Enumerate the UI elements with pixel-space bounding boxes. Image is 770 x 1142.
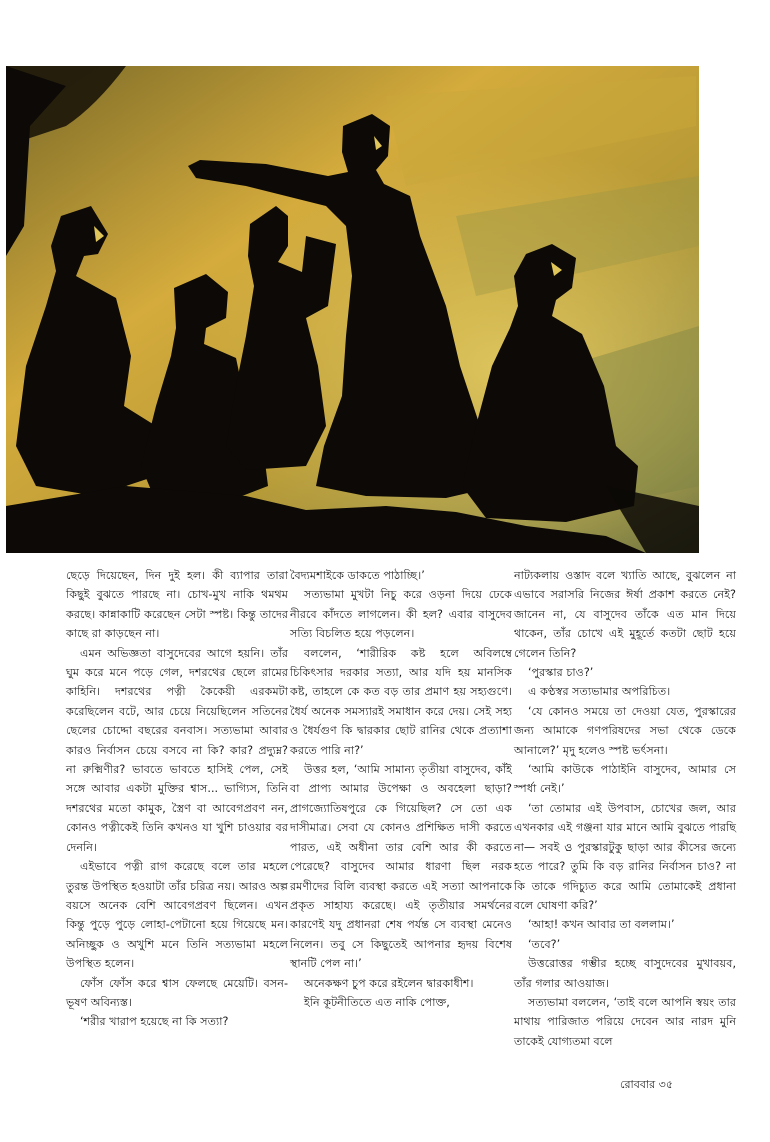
- article-column-3: [514, 566, 736, 1051]
- illustration-silhouette-painting: [6, 66, 699, 553]
- page-footer-magazine-page-number: রোববার ৩৫: [620, 1078, 673, 1091]
- paragraph: ‘আমি কাউকে পাঠাইনি বাসুদেব, আমার সে স্পর্ধা নেই।’: [514, 763, 736, 796]
- paragraph: অনেকক্ষণ চুপ করে রইলেন দ্বারকাধীশ।: [304, 976, 474, 990]
- paragraph: ‘পুরস্কার চাও?’: [528, 666, 594, 680]
- paragraph: ‘তবে?’: [528, 937, 561, 951]
- paragraph: এমন অভিজ্ঞতা বাসুদেবের আগে হয়নি। তাঁর ঘুম করে মনে পড়ে গেল, দশরথের ছেলে রামের কাহিনি। দশরথের পত্নী কৈকেয়ী এরকমটা করেছিলেন বটে, আর চেয়ে নিয়েছিলেন সতিনের ছেলের চোদ্দো বছরের বনবাস। সত্যভামা আবার কারও নির্বাসন চেয়ে বসবে না কি? কার? প্রদ্যুম্ন? না রুক্মিণীর? ভাবতে ভাবতে হাসিই পেল, সেই সঙ্গে আবার একটা মুক্তির শ্বাস... ভাগ্যিস, তিনি দশরথের মতো কামুক, স্ত্রৈণ বা আবেগপ্রবণ নন, কোনও পত্নীকেই তিনি কখনও যা খুশি চাওয়ার বর দেননি।: [66, 646, 288, 854]
- paragraph: ‘আহা! কখন আবার তা বললাম।’: [528, 918, 675, 932]
- paragraph: ইনি কূটনীতিতে এত নাকি পোক্ত,: [304, 995, 450, 1009]
- paragraph: এইভাবে পত্নী রাগ করেছে বলে তার মহলে তুরন্ত উপস্থিত হওয়াটা তাঁর চরিত্র নয়। আরও অল্প বয়সে অনেক বেশি আবেগপ্রবণ ছিলেন। এখন কিন্তু পুড়ে পুড়ে লোহা-পেটানো হয়ে গিয়েছে মন। অনিচ্ছুক ও অখুশি মনে তিনি সত্যভামা মহলে উপস্থিত হলেন।: [66, 860, 288, 971]
- paragraph: ফোঁস ফোঁস করে শ্বাস ফেলছে মেয়েটি। বসন-ভূষণ অবিন্যস্ত।: [66, 976, 288, 1009]
- paragraph: এ কণ্ঠস্বর সত্যভামার অপরিচিত।: [528, 685, 671, 699]
- silhouette-figures-artwork: [6, 66, 699, 553]
- paragraph: নাট্যকলায় ওস্তাদ বলে খ্যাতি আছে, বুঝলেন না এভাবে সরাসরি নিজের ঈর্ষা প্রকাশ করতে নেই? জানেন না, যে বাসুদেব তাঁকে এত মান দিয়ে থাকেন, তাঁর চোখে এই মুহূর্তে কতটা ছোট হয়ে গেলেন তিনি?: [514, 569, 736, 660]
- article-column-2: [290, 566, 512, 1012]
- paragraph: উত্তরোত্তর গম্ভীর হচ্ছে বাসুদেবের মুখাবয়ব, তাঁর গলার আওয়াজ।: [514, 957, 736, 990]
- paragraph: উত্তর হল, ‘আমি সামান্য তৃতীয়া বাসুদেব, কাঁই বা প্রাপ্য আমার উপেক্ষা ও অবহেলা ছাড়া? প্রাগজ্যোতিষপুরে কে গিয়েছিল? সে তো এক দাসীমাত্র। সেবা যে কোনও প্রশিক্ষিত দাসী করতে পারত, এই অধীনা তার বেশি আর কী করতে পেরেছে? বাসুদেব আমার ধারণা ছিল নরক রমণীদের বিলি ব্যবস্থা করতে এই সত্যা আপনাকে প্রকৃত সাহায্য করেছে। এই তৃতীয়ার সমর্থনের কারণেই যদু প্রধানরা শেষ পর্যন্ত সে ব্যবস্থা মেনেও নিলেন। তবু সে কিছুতেই আপনার হৃদয় বিশেষ স্থানটি পেল না।’: [290, 763, 512, 971]
- paragraph: ‘তা তোমার এই উপবাস, চোখের জল, আর এখনকার এই গঞ্জনা যার মানে আমি বুঝতে পারছি না— সবই ও্র পুরস্কারটুকু ছাড়া আর কীসের জন্যে হতে পারে? তুমি কি বড় রানির নির্বাসন চাও? না কি তাকে গদিচ্যুত করে আমি তোমাকেই প্রধানা বলে ঘোষণা করি?’: [514, 801, 736, 912]
- paragraph: ‘যে কোনও সময়ে তা দেওয়া যেত, পুরস্কারের জন্য আমাকে গণপরিষদের সভা থেকে ডেকে আনালে?’ মৃদু হলেও স্পষ্ট ভর্ৎসনা।: [514, 704, 736, 757]
- paragraph: বললেন, ‘শারীরিক কষ্ট হলে অবিলম্বে চিকিৎসার দরকার সত্যা, আর যদি হয় মানসিক কষ্ট, তাহলে কে কত বড় তার প্রমাণ হয় সহ্যগুণে। ধৈর্য অনেক সমস্যারই সমাধান করে দেয়। সেই সহ্য ও ধৈর্যগুণ কি দ্বারকার ছোট রানির থেকে প্রত্যাশা করতে পারি না?’: [290, 646, 512, 757]
- paragraph: সত্যভামা মুখটা নিচু করে ওড়না দিয়ে ঢেকে নীরবে কাঁদতে লাগলেন। কী হল? এবার বাসুদেব সত্যি বিচলিত হয়ে পড়লেন।: [290, 588, 512, 641]
- paragraph: ছেড়ে দিয়েছেন, দিন দুই হল। কী ব্যাপার তারা কিছুই বুঝতে পারছে না। চোখ-মুখ নাকি থমথম করছে। কান্নাকাটি করেছেন সেটা স্পষ্ট। কিন্তু তাদের কাছে রা কাড়ছেন না।: [66, 569, 288, 641]
- paragraph: বৈদ্যমশাইকে ডাকতে পাঠাচ্ছি।’: [290, 569, 425, 582]
- article-column-1: [66, 566, 288, 1032]
- paragraph: সত্যভামা বললেন, ‘তাই বলে আপনি স্বয়ং তার মাথায় পারিজাত পরিয়ে দেবেন আর নারদ মুনি তাকেই যোগ্যতমা বলে: [514, 995, 736, 1048]
- paragraph: ‘শরীর খারাপ হয়েছে না কি সত্যা?: [80, 1015, 229, 1029]
